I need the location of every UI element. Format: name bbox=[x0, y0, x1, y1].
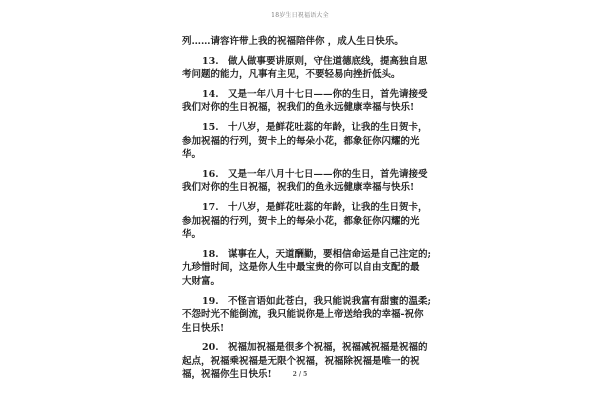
document-body bbox=[182, 35, 462, 382]
text-line: 我们对你的生日祝福，祝我们的鱼永远健康幸福与快乐! bbox=[182, 182, 415, 194]
text-line: 参加祝福的行列，贺卡上的每朵小花，都象征你闪耀的光 bbox=[182, 135, 420, 147]
page-number: 2 / 5 bbox=[292, 371, 308, 378]
text-line: 福，祝福你生日快乐! bbox=[182, 369, 272, 381]
text-line: 20. 祝福加祝福是很多个祝福，祝福减祝福是祝福的 bbox=[202, 342, 428, 354]
text-line: 18. 谋事在人，天道酬勤，要相信命运是自己注定的; bbox=[202, 248, 432, 260]
text-line: 17. 十八岁，是鲜花吐蕊的年龄，让我的生日贺卡， bbox=[202, 201, 428, 213]
page-header: 18岁生日祝福语大全 bbox=[271, 12, 329, 19]
text-line: 19. 不怪言语如此苍白，我只能说我富有甜蜜的温柔; bbox=[202, 295, 432, 307]
text-line: 不怨时光不能倒流，我只能说你是上帝送给我的幸福-祝你 bbox=[182, 309, 424, 321]
paragraph-18 bbox=[182, 248, 462, 289]
text-line: 华。 bbox=[182, 229, 202, 241]
text-line: 生日快乐! bbox=[182, 322, 225, 334]
text-line: 华。 bbox=[182, 149, 202, 161]
text-line: 列……请容许带上我的祝福陪伴你 ，成人生日快乐。 bbox=[182, 36, 404, 47]
text-line: 九珍惜时间，这是你人生中最宝贵的你可以自由支配的最 bbox=[182, 262, 420, 274]
paragraph-15 bbox=[182, 121, 462, 162]
paragraph-16 bbox=[182, 168, 462, 195]
paragraph-19 bbox=[182, 295, 462, 336]
text-line: 我们对你的生日祝福，祝我们的鱼永远健康幸福与快乐! bbox=[182, 102, 415, 114]
paragraph-14 bbox=[182, 88, 462, 115]
text-line: 参加祝福的行列，贺卡上的每朵小花，都象征你闪耀的光 bbox=[182, 215, 420, 227]
text-line: 14. 又是一年八月十七日——你的生日，首先请接受 bbox=[202, 88, 428, 100]
text-line: 16. 又是一年八月十七日——你的生日，首先请接受 bbox=[202, 168, 428, 180]
text-line: 考问题的能力，凡事有主见，不要轻易向挫折低头。 bbox=[182, 69, 401, 81]
paragraph-13 bbox=[182, 55, 462, 82]
paragraph-12-tail bbox=[182, 35, 462, 49]
text-line: 起点，祝福乘祝福是无限个祝福，祝福除祝福是唯一的祝 bbox=[182, 355, 420, 367]
paragraph-17 bbox=[182, 201, 462, 242]
text-line: 13. 做人做事要讲原则，守住道德底线，提高独自思 bbox=[202, 55, 428, 67]
text-line: 大财富。 bbox=[182, 275, 221, 287]
text-line: 15. 十八岁，是鲜花吐蕊的年龄，让我的生日贺卡， bbox=[202, 121, 428, 133]
